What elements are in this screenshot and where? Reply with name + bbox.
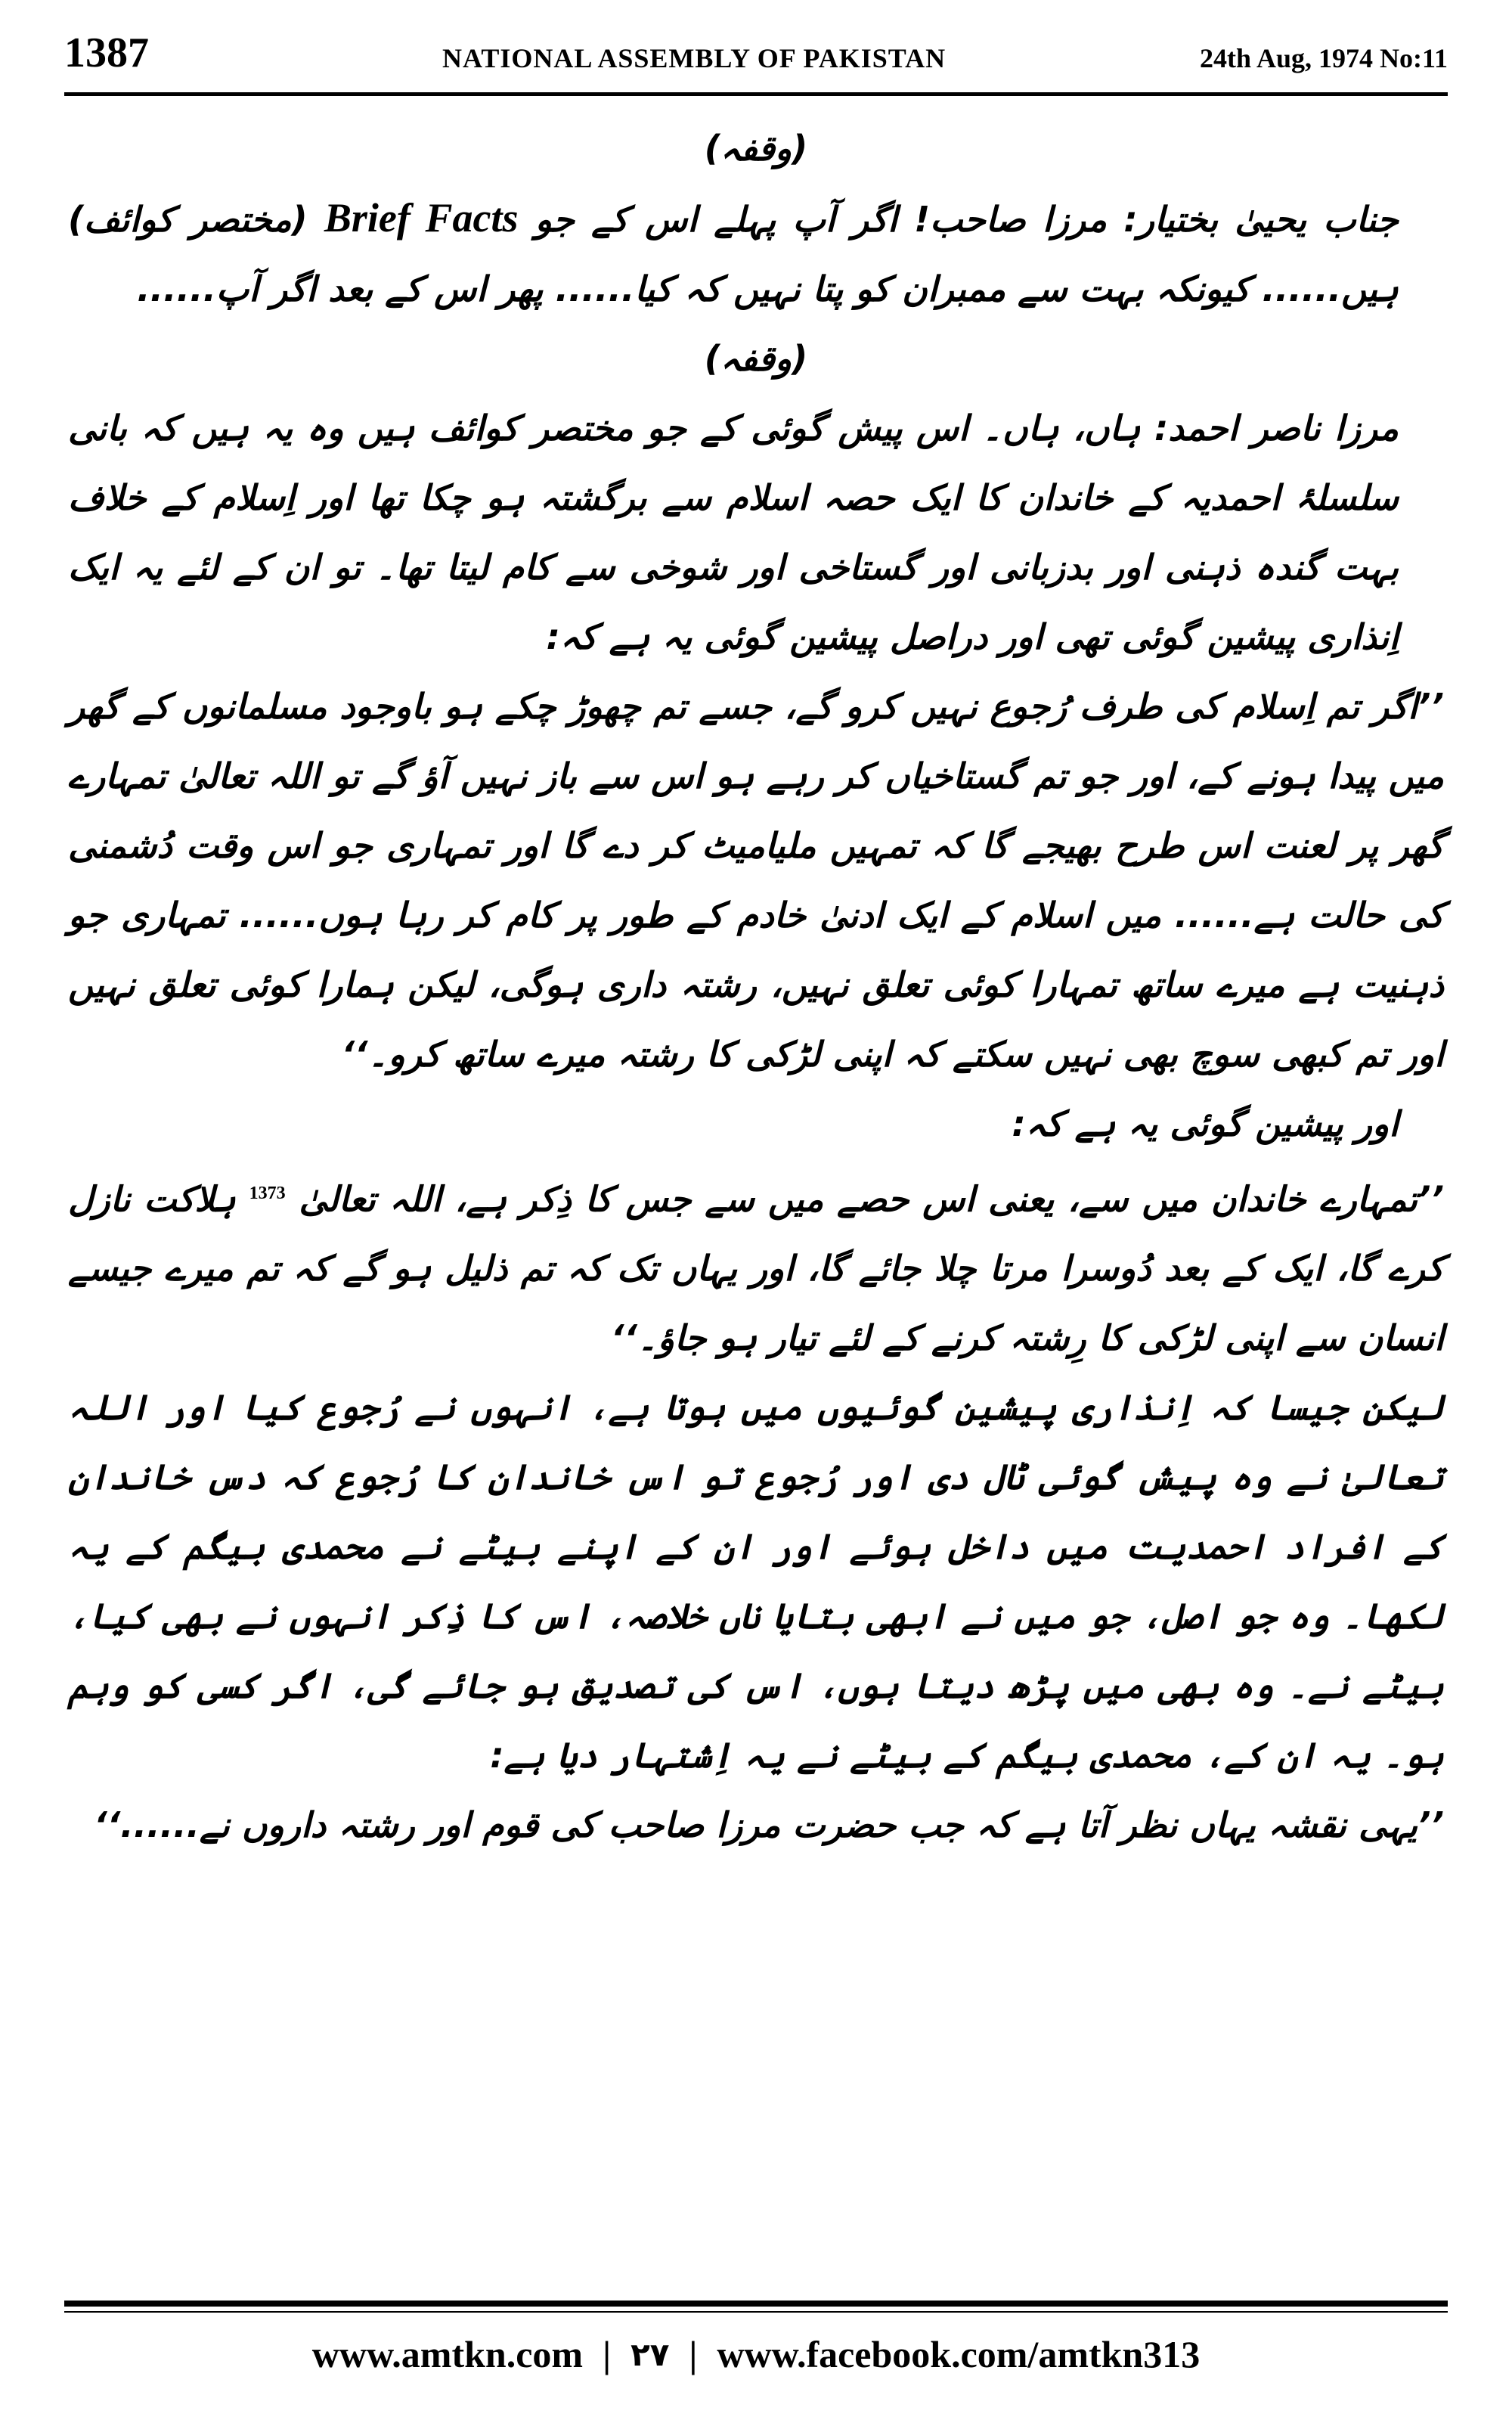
quotation: ’’اگر تم اِسلام کی طرف رُجوع نہیں کرو گے، جسے تم چھوڑ چکے ہو باوجود مسلمانوں کے گھر میں پیدا ہونے کے، اور جو تم گستاخیاں کر رہے ہو اس سے باز نہیں آؤ گے تو اللہ تعالیٰ تمہارے گھر پر لعنت اس طرح بھیجے گا کہ تمہیں ملیامیٹ کر دے گا اور تمہاری جو اس وقت دُشمنی کی حالت ہے...... میں اسلام کے ایک ادنیٰ خادم کے طور پر کام کر رہا ہوں...... تمہاری جو ذہنیت ہے میرے ساتھ تمہارا کوئی تعلق نہیں، رشتہ داری ہوگی، لیکن ہمارا کوئی تعلق نہیں اور تم کبھی سوچ بھی نہیں سکتے کہ اپنی لڑکی کا رشتہ میرے ساتھ کرو۔‘‘ (68, 686, 1444, 1075)
paragraph-text: مرزا صاحب! اگر آپ پہلے اس کے جو (518, 199, 1124, 240)
footer-facebook-link[interactable]: www.facebook.com/amtkn313 (717, 2333, 1201, 2375)
paragraph-text: ہاں، ہاں۔ اس پیش گوئی کے جو مختصر کوائف ہیں وہ یہ ہیں کہ بانی سلسلۂ احمدیہ کے خاندان کا ایک حصہ اسلام سے برگشتہ ہو چکا تھا اور اِسلام کے خلاف بہت گندہ ذہنی اور بدزبانی اور گستاخی اور شوخی سے کام لیتا تھا۔ تو ان کے لئے یہ ایک اِنذاری پیشین گوئی تھی اور دراصل پیشین گوئی یہ ہے کہ: (68, 408, 1399, 657)
paragraph (68, 183, 1444, 324)
document-body (68, 113, 1444, 1860)
latin-term: Brief Facts (324, 195, 519, 240)
date-issue: 24th Aug, 1974 No:11 (1199, 43, 1448, 73)
speaker-name: مرزا ناصر احمد: (1154, 408, 1399, 448)
quotation-text: ’’تمہارے خاندان میں سے، یعنی اس حصے میں سے جس کا ذِکر ہے، اللہ تعالیٰ (285, 1178, 1444, 1220)
paragraph: اور پیشین گوئی یہ ہے کہ: (1012, 1103, 1399, 1144)
footer-separator: | (603, 2333, 612, 2375)
page-number: 1387 (64, 29, 149, 76)
pause-marker: (وقفہ) (704, 128, 808, 169)
paragraph: لیکن جیسا کہ اِنذاری پیشین گوئیوں میں ہوتا ہے، انہوں نے رُجوع کیا اور اللہ تعالیٰ نے وہ پیش گوئی ٹال دی اور رُجوع تو اس خاندان کا رُجوع کہ دس خاندان کے افراد احمدیت میں داخل ہوئے اور ان کے اپنے بیٹے نے محمدی بیگم کے یہ لکھا۔ وہ جو اصل، جو میں نے ابھی بتایا ناں خلاصہ، اس کا ذِکر انہوں نے بھی کیا، بیٹے نے۔ وہ بھی میں پڑھ دیتا ہوں، اس کی تصدیق ہو جائے گی، اگر کسی کو وہم ہو۔ یہ ان کے، محمدی بیگم کے بیٹے نے یہ اِشتہار دیا ہے: (68, 1387, 1444, 1776)
pause-marker: (وقفہ) (704, 338, 808, 379)
footer-website-link[interactable]: www.amtkn.com (311, 2333, 584, 2375)
footer-page-number: ۲۷ (631, 2335, 670, 2373)
header-rule (64, 92, 1448, 96)
paragraph-text: (مختصر کوائف) ہیں...... کیونکہ بہت سے ممبران کو پتا نہیں کہ کیا...... پھر اس کے بعد اگر آپ...... (68, 199, 1399, 309)
footer-rule-thin (64, 2311, 1448, 2313)
footer-separator: | (689, 2333, 698, 2375)
quotation: ’’یہی نقشہ یہاں نظر آتا ہے کہ جب حضرت مرزا صاحب کی قوم اور رشتہ داروں نے......‘‘ (94, 1804, 1444, 1846)
quotation-text: ہلاکت نازل کرے گا، ایک کے بعد دُوسرا مرتا چلا جائے گا، اور یہاں تک کہ تم ذلیل ہو گے کہ تم میرے جیسے انسان سے اپنی لڑکی کا رِشتہ کرنے کے لئے تیار ہو جاؤ۔‘‘ (68, 1178, 1444, 1359)
page-header (64, 29, 1448, 89)
speaker-name: جناب یحییٰ بختیار: (1123, 199, 1399, 240)
paragraph (68, 393, 1444, 672)
publication-title: NATIONAL ASSEMBLY OF PAKISTAN (442, 43, 947, 73)
page-footer (76, 2328, 1436, 2381)
footer-rule (64, 2301, 1448, 2307)
quotation (68, 1159, 1444, 1373)
reference-number: 1373 (249, 1184, 286, 1203)
